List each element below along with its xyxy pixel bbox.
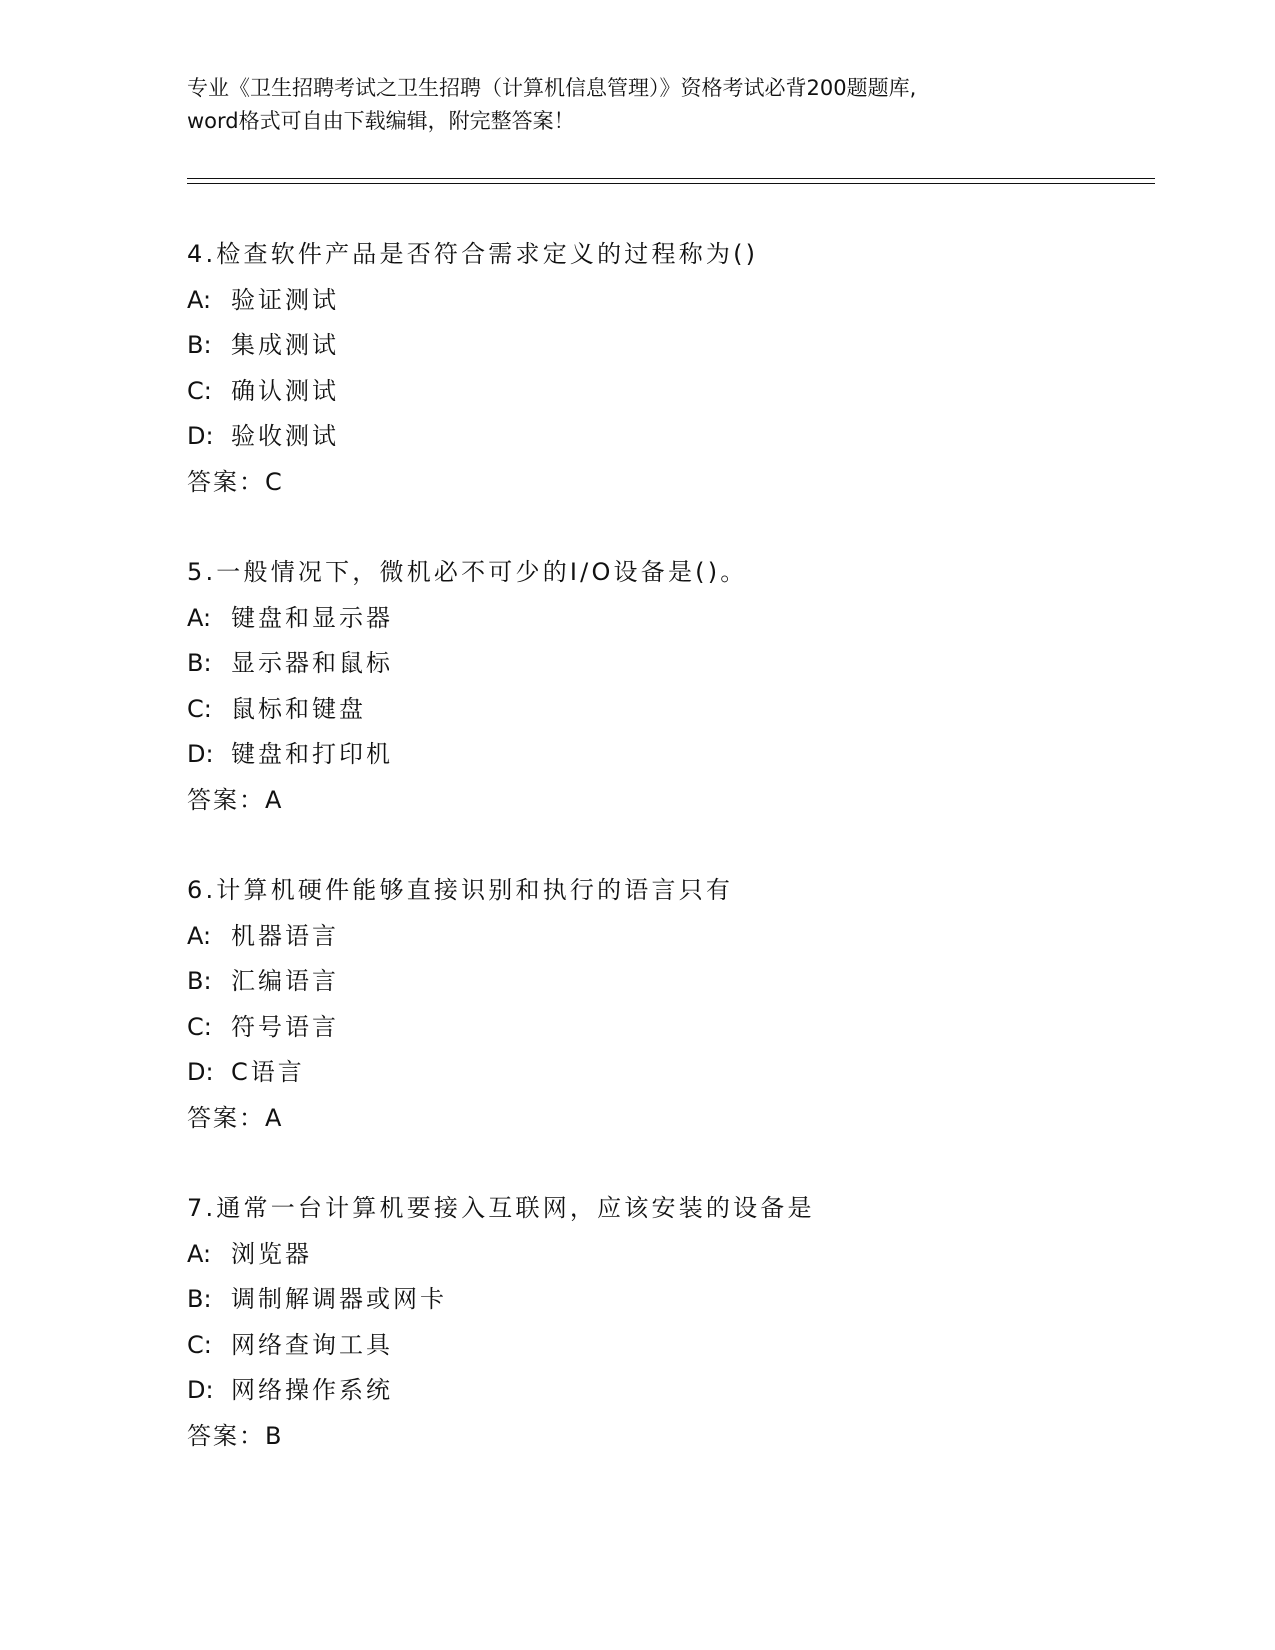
answer-label: 答案：: [187, 1103, 265, 1132]
option-letter: B:: [187, 967, 212, 995]
question-item: [187, 550, 1155, 868]
option-text: 确认测试: [231, 376, 339, 405]
answer-label: 答案：: [187, 467, 265, 496]
option-text: 符号语言: [231, 1012, 339, 1041]
option-text: 键盘和打印机: [231, 740, 393, 768]
option-letter: D:: [187, 740, 214, 768]
option-a: [187, 914, 1155, 960]
option-c: [187, 369, 1155, 415]
header-divider-top: [187, 178, 1155, 179]
question-stem: 5.一般情况下，微机必不可少的I/O设备是()。: [187, 558, 748, 586]
answer-label: 答案：: [187, 1421, 265, 1450]
option-text: C语言: [231, 1058, 305, 1086]
question-item: [187, 868, 1155, 1186]
option-text: 键盘和显示器: [231, 603, 393, 632]
option-c: [187, 1323, 1155, 1369]
option-letter: B:: [187, 649, 212, 677]
option-b: [187, 959, 1155, 1005]
option-c: [187, 1005, 1155, 1051]
option-letter: C:: [187, 1012, 212, 1041]
option-letter: D:: [187, 1058, 214, 1086]
question-item: [187, 1186, 1155, 1504]
answer-line: [187, 778, 1155, 824]
answer-value: A: [265, 1103, 283, 1132]
answer-line: [187, 1414, 1155, 1460]
option-a: [187, 278, 1155, 324]
option-d: [187, 1368, 1155, 1414]
option-d: [187, 1050, 1155, 1096]
option-letter: C:: [187, 376, 212, 405]
option-text: 显示器和鼠标: [231, 649, 393, 677]
option-text: 浏览器: [231, 1239, 312, 1268]
header-subtitle-line: word格式可自由下载编辑，附完整答案！: [187, 109, 575, 133]
option-text: 验收测试: [231, 422, 339, 450]
option-text: 机器语言: [231, 921, 339, 950]
question-stem: 7.通常一台计算机要接入互联网，应该安装的设备是: [187, 1194, 815, 1222]
answer-value: B: [265, 1421, 283, 1450]
option-letter: C:: [187, 694, 212, 723]
option-letter: A:: [187, 285, 212, 314]
option-d: [187, 414, 1155, 460]
question-stem: 6.计算机硬件能够直接识别和执行的语言只有: [187, 876, 734, 904]
option-b: [187, 323, 1155, 369]
option-letter: D:: [187, 422, 214, 450]
option-text: 网络查询工具: [231, 1330, 393, 1359]
header-divider-bottom: [187, 183, 1155, 184]
option-b: [187, 641, 1155, 687]
document-header: [187, 72, 1087, 138]
question-stem: 4.检查软件产品是否符合需求定义的过程称为(): [187, 240, 759, 268]
option-text: 调制解调器或网卡: [231, 1285, 447, 1313]
answer-value: A: [265, 785, 283, 814]
question-item: [187, 232, 1155, 550]
answer-value: C: [265, 467, 283, 496]
question-list: [187, 232, 1155, 1504]
option-c: [187, 687, 1155, 733]
header-title-line: 专业《卫生招聘考试之卫生招聘（计算机信息管理）》资格考试必背200题题库,: [187, 76, 917, 100]
option-letter: D:: [187, 1376, 214, 1404]
option-d: [187, 732, 1155, 778]
option-text: 鼠标和键盘: [231, 694, 366, 723]
option-letter: A:: [187, 921, 212, 950]
option-a: [187, 1232, 1155, 1278]
option-letter: C:: [187, 1330, 212, 1359]
option-letter: A:: [187, 603, 212, 632]
answer-line: [187, 1096, 1155, 1142]
option-text: 汇编语言: [231, 967, 339, 995]
option-text: 验证测试: [231, 285, 339, 314]
option-letter: A:: [187, 1239, 212, 1268]
option-letter: B:: [187, 331, 212, 359]
option-a: [187, 596, 1155, 642]
option-letter: B:: [187, 1285, 212, 1313]
answer-line: [187, 460, 1155, 506]
option-text: 集成测试: [231, 331, 339, 359]
answer-label: 答案：: [187, 785, 265, 814]
option-text: 网络操作系统: [231, 1376, 393, 1404]
option-b: [187, 1277, 1155, 1323]
